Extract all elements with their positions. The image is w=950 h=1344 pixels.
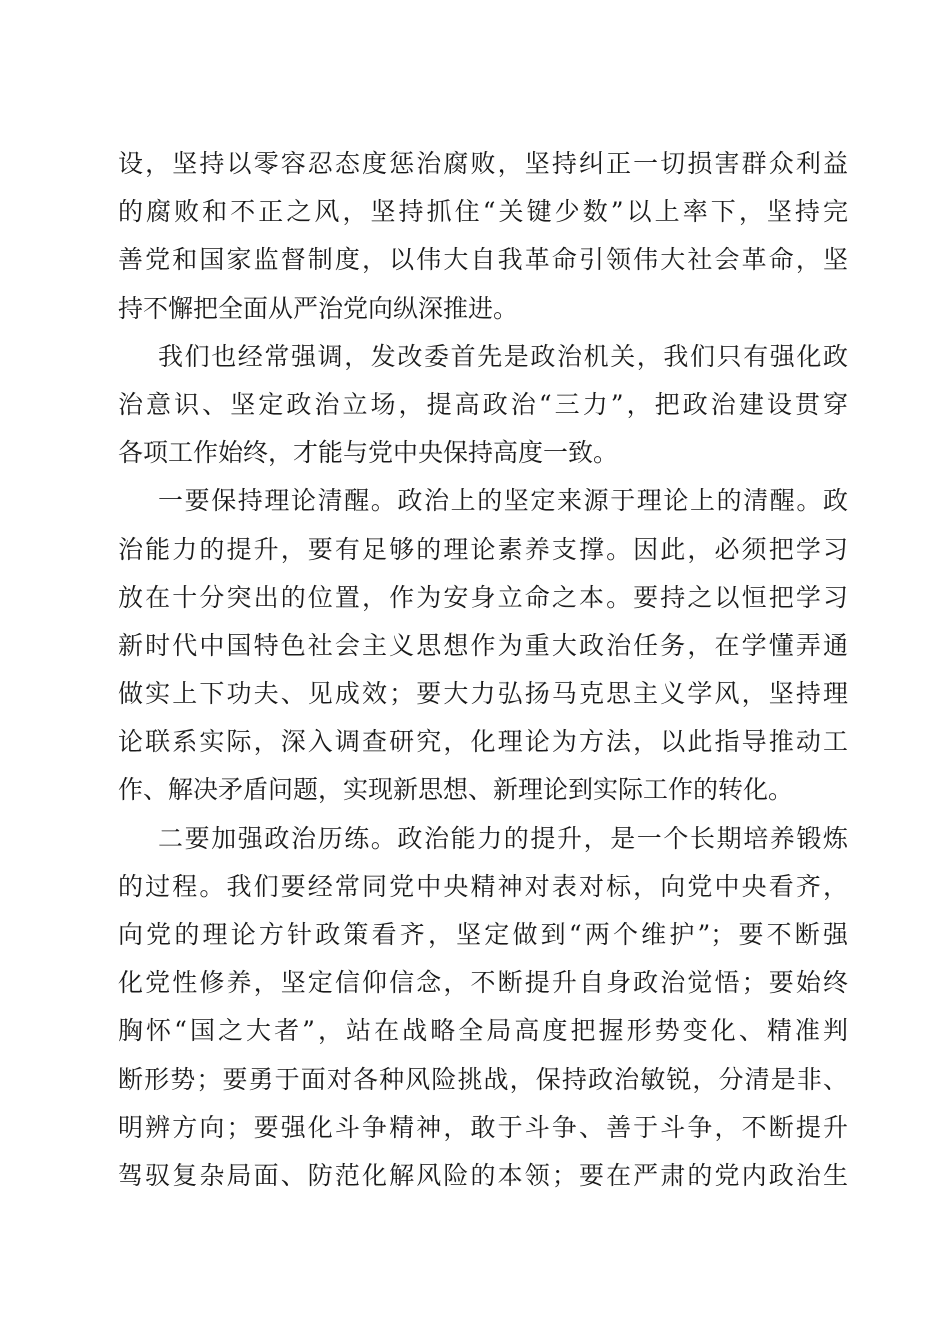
text-line: 善党和国家监督制度，以伟大自我革命引领伟大社会革命，坚 — [118, 245, 848, 275]
text-line: 设，坚持以零容忍态度惩治腐败，坚持纠正一切损害群众利益 — [118, 149, 848, 178]
text-line: 的腐败和不正之风，坚持抓住“关键少数”以上率下，坚持完 — [118, 197, 848, 227]
text-line: 放在十分突出的位置，作为安身立命之本。要持之以恒把学习 — [118, 582, 848, 612]
text-line: 胸怀“国之大者”，站在战略全局高度把握形势变化、精准判 — [118, 1016, 848, 1046]
text-line: 新时代中国特色社会主义思想作为重大政治任务，在学懂弄通 — [118, 630, 848, 660]
text-line: 各项工作始终，才能与党中央保持高度一致。 — [118, 438, 619, 468]
text-line: 做实上下功夫、见成效；要大力弘扬马克思主义学风，坚持理 — [118, 679, 848, 709]
text-line: 治能力的提升，要有足够的理论素养支撑。因此，必须把学习 — [118, 534, 848, 564]
document-body — [118, 140, 848, 1200]
text-line: 的过程。我们要经常同党中央精神对表对标，向党中央看齐， — [118, 871, 848, 901]
paragraph-4 — [118, 815, 848, 1201]
text-line: 断形势；要勇于面对各种风险挑战，保持政治敏锐，分清是非、 — [118, 1064, 848, 1094]
paragraph-3 — [118, 477, 848, 814]
text-line: 一要保持理论清醒。政治上的坚定来源于理论上的清醒。政 — [158, 486, 848, 516]
text-line: 治意识、坚定政治立场，提高政治“三力”，把政治建设贯穿 — [118, 389, 848, 419]
text-line: 作、解决矛盾问题，实现新思想、新理论到实际工作的转化。 — [118, 775, 794, 805]
text-line: 我们也经常强调，发改委首先是政治机关，我们只有强化政 — [158, 341, 848, 371]
text-line: 持不懈把全面从严治党向纵深推进。 — [118, 293, 519, 323]
text-line: 驾驭复杂局面、防范化解风险的本领；要在严肃的党内政治生 — [118, 1160, 848, 1190]
text-line: 向党的理论方针政策看齐，坚定做到“两个维护”；要不断强 — [118, 920, 848, 949]
paragraph-2 — [118, 333, 848, 478]
paragraph-1 — [118, 140, 848, 333]
text-line: 二要加强政治历练。政治能力的提升，是一个长期培养锻炼 — [158, 823, 848, 853]
text-line: 化党性修养，坚定信仰信念，不断提升自身政治觉悟；要始终 — [118, 968, 848, 998]
text-line: 明辨方向；要强化斗争精神，敢于斗争、善于斗争，不断提升 — [118, 1112, 848, 1142]
text-line: 论联系实际，深入调查研究，化理论为方法，以此指导推动工 — [118, 727, 848, 757]
